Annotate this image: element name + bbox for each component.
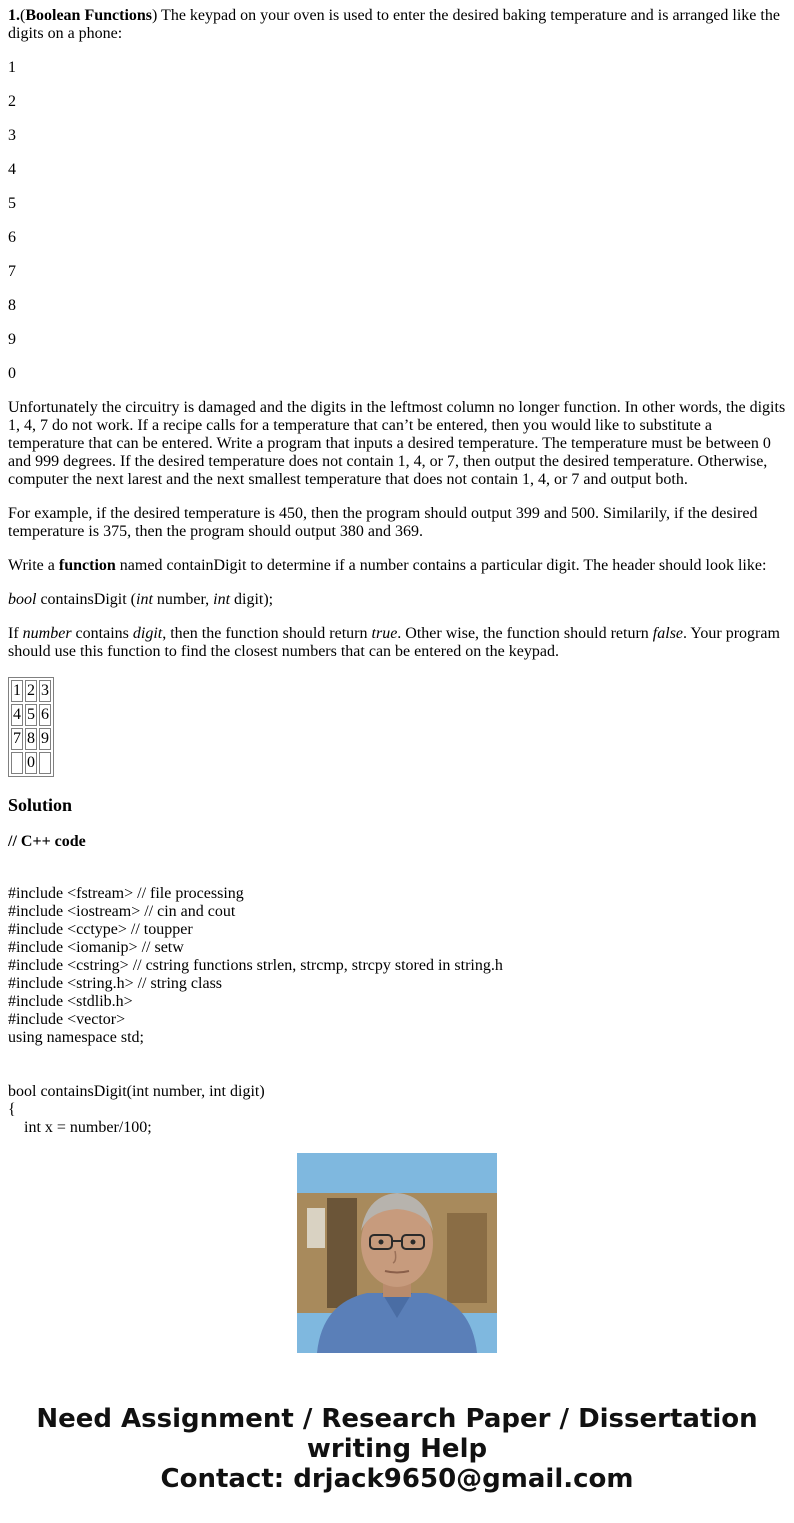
keypad-cell: 6: [39, 704, 51, 726]
term-true: true: [371, 625, 398, 642]
code-line: #include <stdlib.h>: [8, 993, 133, 1010]
text: containsDigit (: [36, 591, 136, 608]
function-paragraph: [8, 557, 786, 575]
code-line: bool containsDigit(int number, int digit): [8, 1083, 265, 1100]
keypad-cell: 4: [11, 704, 23, 726]
text: , then the function should return: [162, 625, 372, 642]
code-heading: // C++ code: [8, 833, 86, 850]
author-photo: [297, 1153, 497, 1353]
keypad-cell: 0: [25, 752, 37, 774]
text: contains: [71, 625, 133, 642]
term-false: false: [652, 625, 684, 642]
banner-contact: Contact: drjack9650@gmail.com: [160, 1464, 634, 1494]
text: digit);: [230, 591, 274, 608]
code-line: using namespace std;: [8, 1029, 144, 1046]
code-line: #include <iostream> // cin and cout: [8, 903, 236, 920]
banner-line: writing Help: [306, 1434, 488, 1464]
type-int: int: [136, 591, 153, 608]
type-bool: bool: [8, 591, 37, 608]
solution-heading: Solution: [8, 795, 73, 815]
author-portrait-image: [297, 1153, 497, 1353]
digit-line: 7: [8, 263, 16, 280]
question-number: 1.: [8, 7, 20, 24]
keypad-cell: 8: [25, 728, 37, 750]
code-line: #include <string.h> // string class: [8, 975, 223, 992]
code-line: {: [8, 1101, 16, 1118]
keypad-cell: 7: [11, 728, 23, 750]
keypad-cell: 5: [25, 704, 37, 726]
example-paragraph: For example, if the desired temperature is 450, then the program should output 399 and 500. Similarily, if the desired temperature is 375, then the program should output 380 and 369.: [8, 505, 758, 540]
text: Write a: [8, 557, 59, 574]
function-keyword: function: [58, 557, 116, 574]
keypad-row: [11, 680, 51, 702]
document-content: [8, 7, 786, 1136]
digit-line: 6: [8, 229, 16, 246]
keypad-table: [8, 677, 54, 777]
digit-line: 4: [8, 161, 16, 178]
digit-line: 2: [8, 93, 16, 110]
problem-paragraph: Unfortunately the circuitry is damaged and the digits in the leftmost column no longer function. In other words, the digits 1, 4, 7 do not work. If a recipe calls for a temperature that can’t be entered, then you would like to substitute a temperature that can be entered. Write a program that inputs a desired temperature. The temperature must be between 0 and 999 degrees. If the desired temperature does not contain 1, 4, or 7, then output the desired temperature. Otherwise, computer the next larest and the next smallest temperature that does not contain 1, 4, or 7 and output both.: [8, 399, 786, 488]
text: . Other wise, the function should return: [397, 625, 653, 642]
digit-line: 9: [8, 331, 16, 348]
term-digit: digit: [132, 625, 163, 642]
keypad-cell: 1: [11, 680, 23, 702]
digit-line: 5: [8, 195, 16, 212]
keypad-row: [11, 728, 51, 750]
text: If: [8, 625, 23, 642]
return-paragraph: [8, 625, 786, 661]
code-line: #include <fstream> // file processing: [8, 885, 244, 902]
digit-line: 0: [8, 365, 16, 382]
question-intro-text: ) The keypad on your oven is used to enter the desired baking temperature and is arranged like the digits on a phone:: [8, 7, 780, 42]
keypad-cell: [11, 752, 23, 774]
keypad-row: [11, 704, 51, 726]
code-line: #include <iomanip> // setw: [8, 939, 184, 956]
term-number: number: [22, 625, 72, 642]
digit-line: 1: [8, 59, 16, 76]
type-int: int: [213, 591, 231, 608]
code-block: [8, 885, 786, 1136]
code-line: #include <cstring> // cstring functions strlen, strcmp, strcpy stored in string.h: [8, 957, 503, 974]
keypad-cell: 9: [39, 728, 51, 750]
code-line: int x = number/100;: [8, 1119, 152, 1136]
question-intro: 1.(Boolean Functions) The keypad on your oven is used to enter the desired baking temperature and is arranged like the digits on a phone:: [8, 7, 780, 42]
digit-line: 3: [8, 127, 16, 144]
question-title: Boolean Functions: [25, 7, 153, 24]
keypad-cell: 3: [39, 680, 51, 702]
keypad-cell: [39, 752, 51, 774]
code-spacer: [8, 1047, 786, 1083]
code-line: #include <vector>: [8, 1011, 126, 1028]
digit-line: 8: [8, 297, 16, 314]
code-line: #include <cctype> // toupper: [8, 921, 193, 938]
help-banner: [0, 1404, 794, 1494]
banner-line: Need Assignment / Research Paper / Dissertation: [36, 1404, 758, 1434]
keypad-row: [11, 752, 51, 774]
text: number,: [152, 591, 214, 608]
text: . Your program should use this function to find the closest numbers that can be entered on the keypad.: [8, 625, 780, 660]
function-header: [8, 591, 786, 609]
text: named containDigit to determine if a number contains a particular digit. The header should look like:: [115, 557, 767, 574]
keypad-cell: 2: [25, 680, 37, 702]
